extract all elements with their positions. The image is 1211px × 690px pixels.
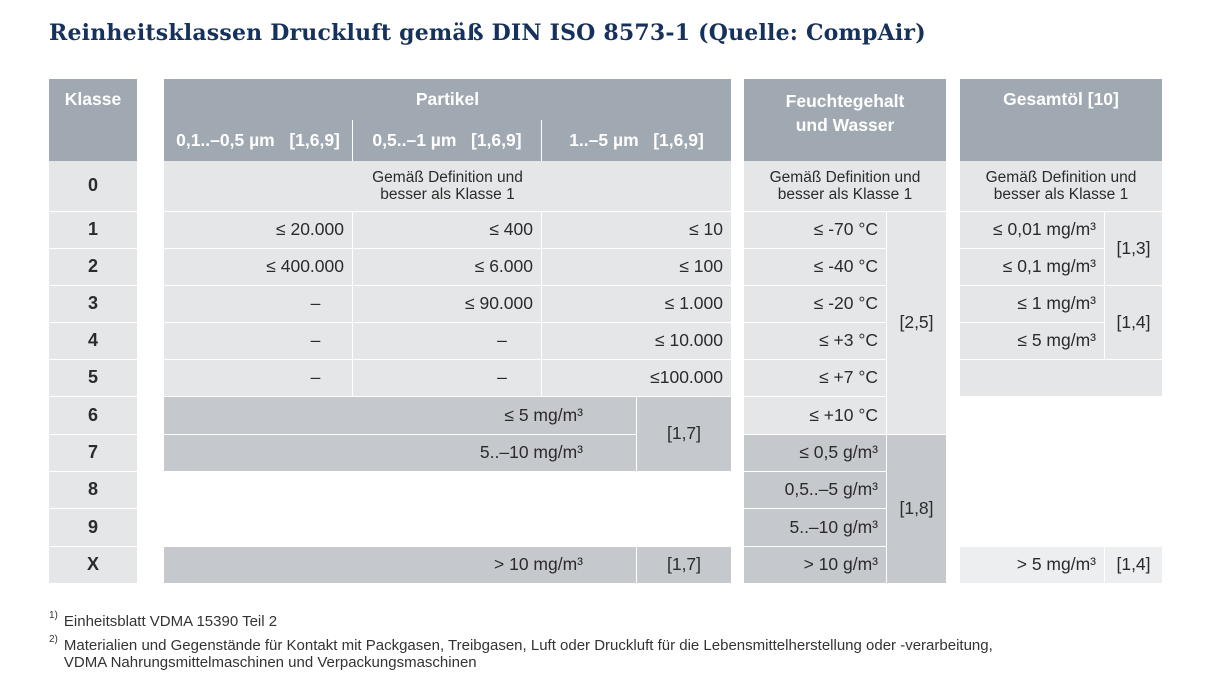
feuchte-definition: Gemäß Definition und besser als Klasse 1	[744, 161, 946, 211]
oel-3: ≤ 1 mg/m³	[960, 286, 1104, 322]
class-6: 6	[49, 397, 137, 434]
class-x: X	[49, 547, 137, 583]
partikel-3-a: –	[164, 286, 352, 322]
oel-x: > 5 mg/m³	[960, 547, 1104, 583]
oel-4: ≤ 5 mg/m³	[960, 323, 1104, 359]
oel-ref-34: [1,4]	[1105, 286, 1162, 359]
partikel-4-b: –	[353, 323, 541, 359]
oel-1: ≤ 0,01 mg/m³	[960, 212, 1104, 248]
partikel-5-a: –	[164, 360, 352, 396]
page-title: Reinheitsklassen Druckluft gemäß DIN ISO 8573-1 (Quelle: CompAir)	[49, 20, 926, 46]
partikel-x-ref: [1,7]	[637, 547, 731, 583]
partikel-5-c: ≤100.000	[542, 360, 731, 396]
class-1: 1	[49, 212, 137, 248]
class-3: 3	[49, 286, 137, 322]
oel-2: ≤ 0,1 mg/m³	[960, 249, 1104, 285]
partikel-1-a: ≤ 20.000	[164, 212, 352, 248]
partikel-3-b: ≤ 90.000	[353, 286, 541, 322]
class-5: 5	[49, 360, 137, 396]
feuchte-4: ≤ +3 °C	[744, 323, 886, 359]
wasser-x: > 10 g/m³	[744, 547, 886, 583]
header-klasse: Klasse	[49, 79, 137, 161]
class-4: 4	[49, 323, 137, 359]
oel-5-empty	[960, 360, 1162, 396]
header-partikel-sub-1: 0,1..–0,5 µm [1,6,9]	[164, 120, 352, 161]
partikel-3-c: ≤ 1.000	[542, 286, 731, 322]
partikel-x-mass: > 10 mg/m³	[164, 547, 636, 583]
partikel-67-ref: [1,7]	[637, 397, 731, 471]
class-9: 9	[49, 509, 137, 546]
feuchte-ref: [2,5]	[887, 212, 946, 434]
header-feuchte: Feuchtegehalt und Wasser	[744, 79, 946, 161]
oel-ref-12: [1,3]	[1105, 212, 1162, 285]
oel-x-ref: [1,4]	[1105, 547, 1162, 583]
header-partikel-sub-3: 1..–5 µm [1,6,9]	[542, 120, 731, 161]
footnote-2: $^{2)}$ Materialien und Gegenstände für Kontakt mit Packgasen, Treibgasen, Luft oder Druckluft für die Lebensmittelherstellung oder -verarbeitung, VDMA Nahrungsmittelmaschinen und Verpackungsmaschinen	[49, 634, 993, 671]
partikel-definition: Gemäß Definition und besser als Klasse 1	[164, 161, 731, 211]
partikel-6-mass: ≤ 5 mg/m³	[164, 397, 636, 434]
oel-definition: Gemäß Definition und besser als Klasse 1	[960, 161, 1162, 211]
class-2: 2	[49, 249, 137, 285]
class-8: 8	[49, 472, 137, 508]
partikel-2-c: ≤ 100	[542, 249, 731, 285]
wasser-9: 5..–10 g/m³	[744, 509, 886, 546]
class-0: 0	[49, 161, 137, 211]
partikel-1-c: ≤ 10	[542, 212, 731, 248]
wasser-8: 0,5..–5 g/m³	[744, 472, 886, 508]
wasser-7: ≤ 0,5 g/m³	[744, 435, 886, 471]
wasser-ref: [1,8]	[887, 435, 946, 583]
partikel-1-b: ≤ 400	[353, 212, 541, 248]
feuchte-5: ≤ +7 °C	[744, 360, 886, 396]
header-partikel-sub-2: 0,5..–1 µm [1,6,9]	[353, 120, 541, 161]
partikel-5-b: –	[353, 360, 541, 396]
partikel-4-a: –	[164, 323, 352, 359]
footnote-1: $^{1)}$ Einheitsblatt VDMA 15390 Teil 2	[49, 610, 278, 630]
partikel-7-mass: 5..–10 mg/m³	[164, 435, 636, 471]
feuchte-2: ≤ -40 °C	[744, 249, 886, 285]
header-partikel: Partikel	[164, 79, 731, 120]
partikel-2-a: ≤ 400.000	[164, 249, 352, 285]
header-oel: Gesamtöl [10]	[960, 79, 1162, 161]
feuchte-6: ≤ +10 °C	[744, 397, 886, 434]
partikel-4-c: ≤ 10.000	[542, 323, 731, 359]
feuchte-1: ≤ -70 °C	[744, 212, 886, 248]
class-7: 7	[49, 435, 137, 471]
partikel-2-b: ≤ 6.000	[353, 249, 541, 285]
feuchte-3: ≤ -20 °C	[744, 286, 886, 322]
